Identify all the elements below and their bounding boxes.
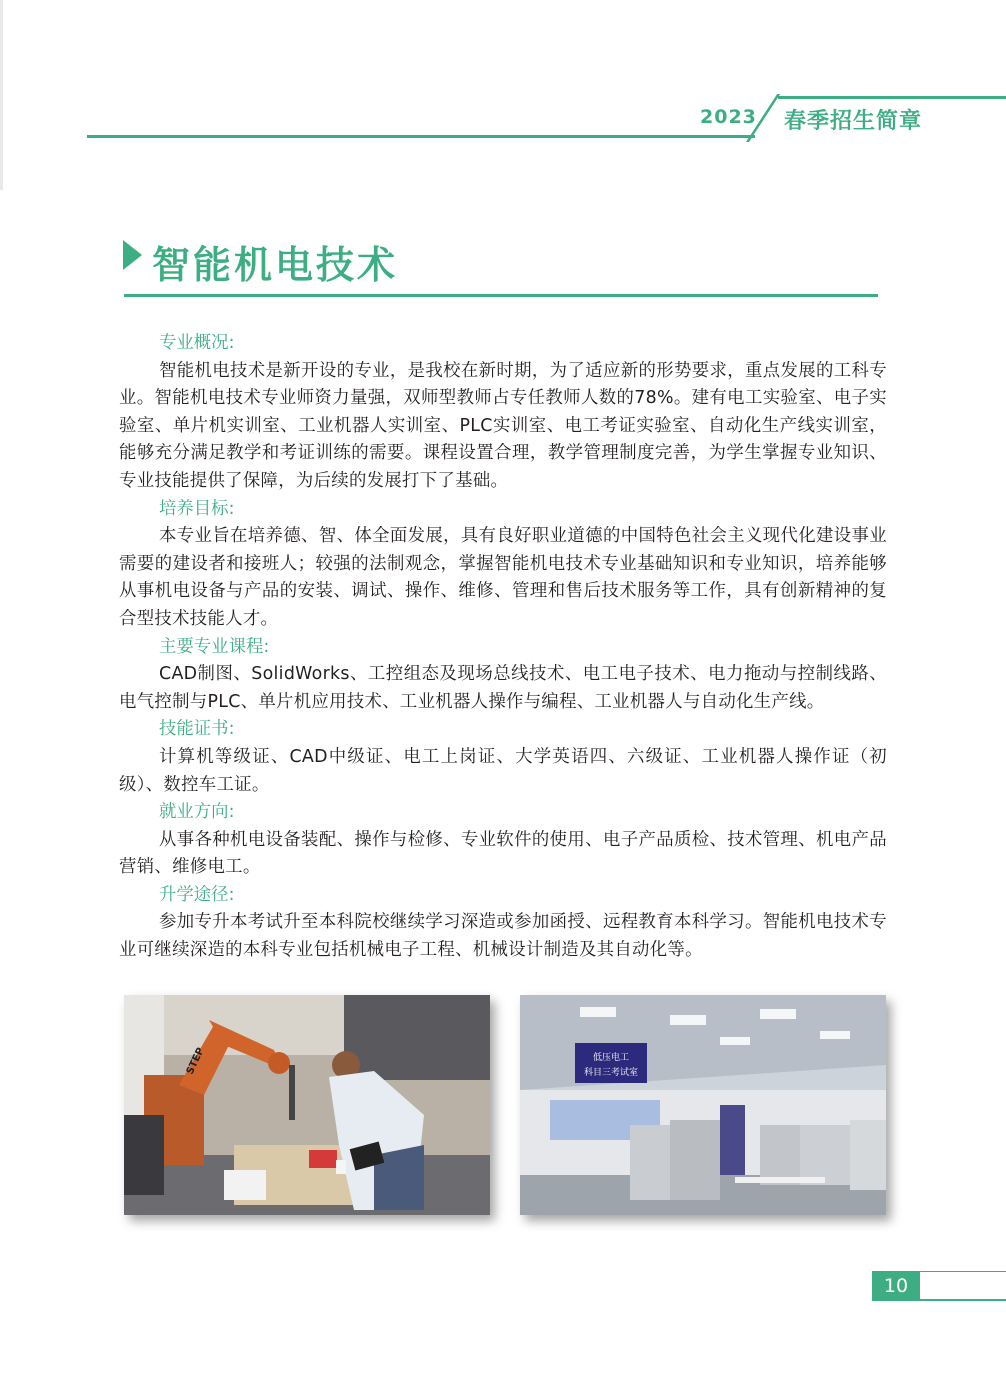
page-number: 10 xyxy=(872,1271,920,1301)
section-title: 智能机电技术 xyxy=(152,243,399,287)
subheading-employment: 就业方向: xyxy=(159,802,235,823)
header-rule-top xyxy=(778,96,1006,99)
triangle-bullet-icon xyxy=(123,240,142,270)
subheading-further-study: 升学途径: xyxy=(159,884,235,905)
header-title: 春季招生简章 xyxy=(784,109,923,134)
paragraph-overview: 智能机电技术是新开设的专业，是我校在新时期，为了适应新的形势要求，重点发展的工科专业。智能机电技术专业师资力量强，双师型教师占专任教师人数的78%。建有电工实验室、电子实验室、单片机实训室、工业机器人实训室、PLC实训室、电工考证实验室、自动化生产线实训室，能够充分满足教学和考证训练的需要。课程设置合理，教学管理制度完善，为学生掌握专业知识、专业技能提供了保障，为后续的发展打下了基础。 xyxy=(119,360,887,491)
subheading-certificates: 技能证书: xyxy=(159,719,235,740)
page-number-top-rule xyxy=(920,1271,1006,1272)
section-title-underline xyxy=(124,294,878,297)
photo-robot-training xyxy=(124,995,490,1215)
subheading-overview: 专业概况: xyxy=(159,333,235,353)
section-body xyxy=(119,330,887,965)
header-year: 2023 xyxy=(700,106,757,128)
subheading-goals: 培养目标: xyxy=(159,498,235,519)
paragraph-courses: CAD制图、SolidWorks、工控组态及现场总线技术、电工电子技术、电力拖动与控制线路、电气控制与PLC、单片机应用技术、工业机器人操作与编程、工业机器人与自动化生产线。 xyxy=(119,664,887,712)
header-rule xyxy=(87,135,755,138)
sign-line-1: 低压电工 xyxy=(592,1053,630,1063)
photo-exam-room xyxy=(520,995,886,1215)
sign-line-2: 科目三考试室 xyxy=(583,1068,639,1078)
paragraph-certificates: 计算机等级证、CAD中级证、电工上岗证、大学英语四、六级证、工业机器人操作证（初级）、数控车工证。 xyxy=(119,746,887,795)
paragraph-further-study: 参加专升本考试升至本科院校继续学习深造或参加函授、远程教育本科学习。智能机电技术专业可继续深造的本科专业包括机械电子工程、机械设计制造及其自动化等。 xyxy=(119,912,887,961)
robot-label: STEP xyxy=(184,1046,207,1077)
paragraph-goals: 本专业旨在培养德、智、体全面发展，具有良好职业道德的中国特色社会主义现代化建设事业需要的建设者和接班人；较强的法制观念，掌握智能机电技术专业基础知识和专业知识，培养能够从事机电设备与产品的安装、调试、操作、维修、管理和售后技术服务等工作，具有创新精神的复合型技术技能人才。 xyxy=(119,526,887,629)
page-edge xyxy=(0,0,3,190)
paragraph-employment: 从事各种机电设备装配、操作与检修、专业软件的使用、电子产品质检、技术管理、机电产品营销、维修电工。 xyxy=(119,829,887,878)
subheading-courses: 主要专业课程: xyxy=(159,636,270,657)
